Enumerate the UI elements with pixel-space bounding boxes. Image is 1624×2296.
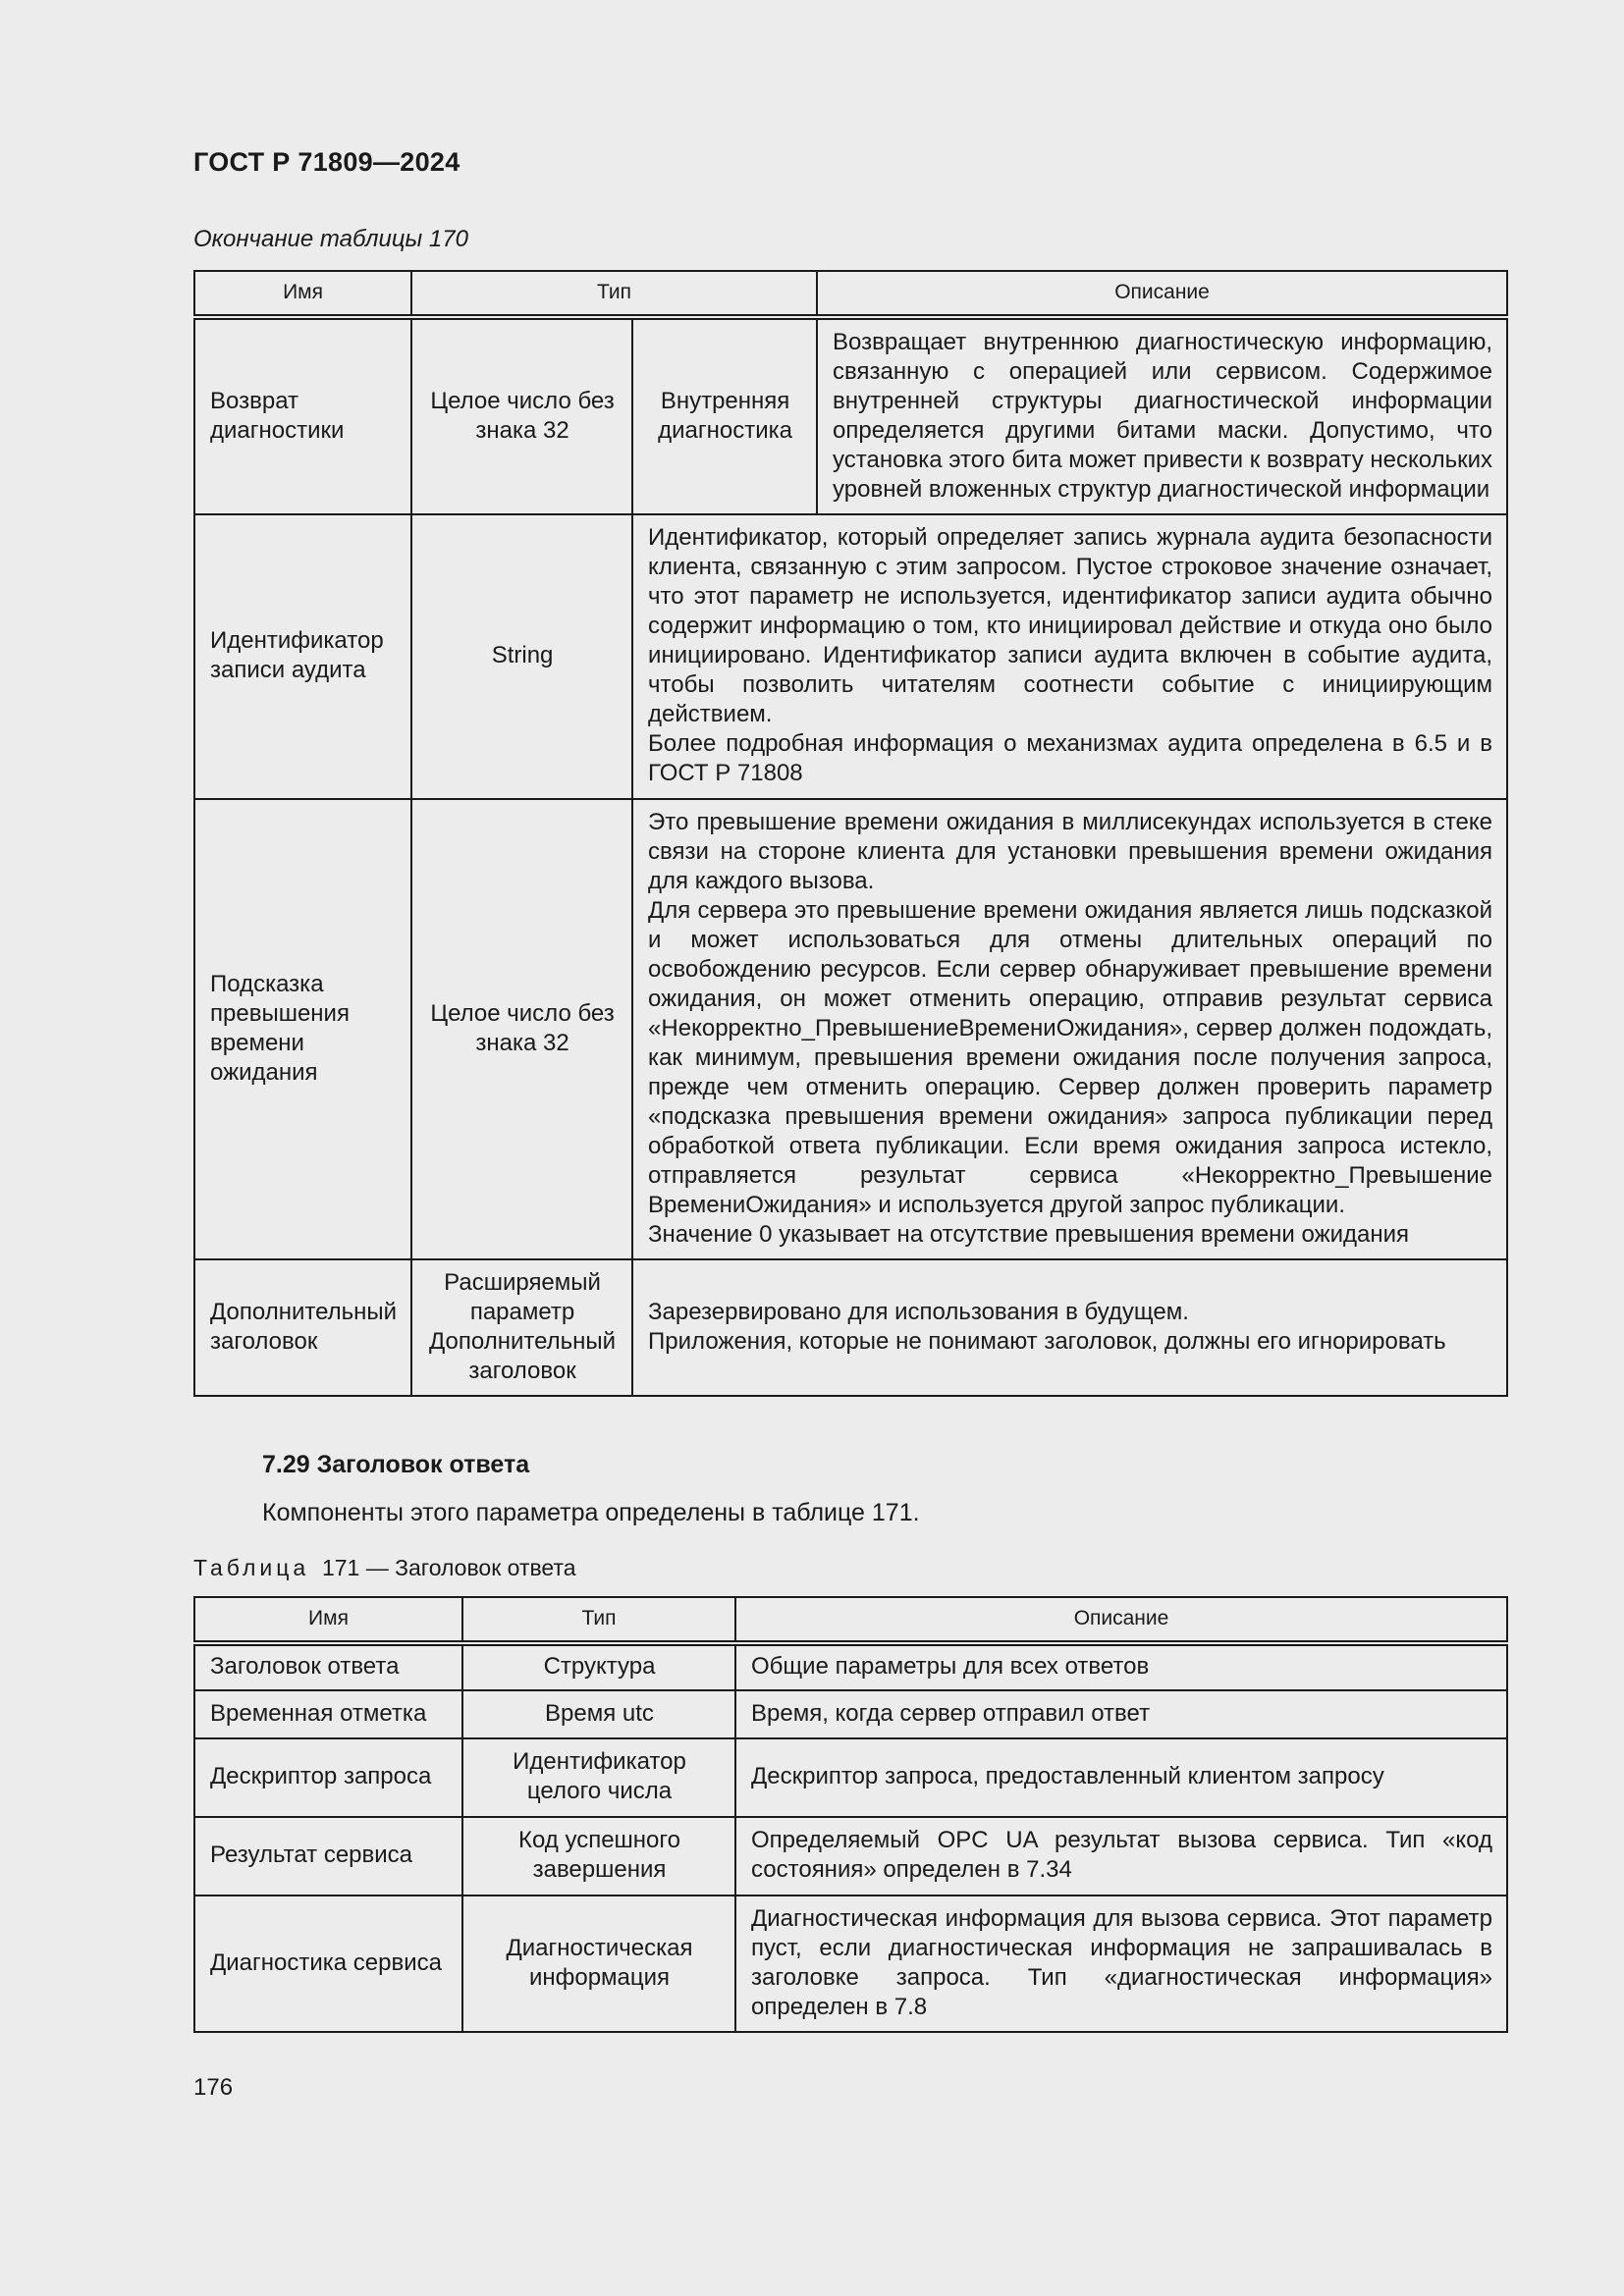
cell-type: Код успешного завершения xyxy=(462,1817,735,1896)
cell-description xyxy=(817,317,1507,514)
cell-name: Возврат диагностики xyxy=(194,317,411,514)
description-paragraph: Приложения, которые не понимают заголовок, должны его игнорировать xyxy=(648,1327,1446,1355)
table-row xyxy=(194,1817,1507,1896)
column-header-description: Описание xyxy=(817,271,1507,317)
cell-type: Время utc xyxy=(462,1690,735,1738)
column-header-name: Имя xyxy=(194,1597,462,1643)
cell-description: Время, когда сервер отправил ответ xyxy=(735,1690,1507,1738)
table-row xyxy=(194,317,1507,514)
column-header-type: Тип xyxy=(411,271,817,317)
cell-type: Идентификатор целого числа xyxy=(462,1738,735,1817)
column-header-type: Тип xyxy=(462,1597,735,1643)
description-paragraph: Возвращает внутреннюю диагностическую информацию, связанную с операцией или сервисом. Содержимое внутренней структуры диагностической информации определяется другими битами маски. Допустимо, что установка этого бита может привести к возврату нескольких уровней вложенных структур диагностической информации xyxy=(833,328,1492,503)
table-170 xyxy=(193,270,1508,1397)
cell-description: Дескриптор запроса, предоставленный клиентом запросу xyxy=(735,1738,1507,1817)
table-row xyxy=(194,1896,1507,2032)
table-row xyxy=(194,1690,1507,1738)
table-row xyxy=(194,1259,1507,1396)
cell-description xyxy=(632,1259,1507,1396)
table-row xyxy=(194,799,1507,1259)
table-header-row xyxy=(194,271,1507,317)
column-header-name: Имя xyxy=(194,271,411,317)
cell-type: Структура xyxy=(462,1643,735,1690)
table-header-row xyxy=(194,1597,1507,1643)
cell-subtype: Внутренняя диагностика xyxy=(632,317,817,514)
cell-type: Расширяемый параметр Дополнительный заголовок xyxy=(411,1259,632,1396)
cell-type: Целое число без знака 32 xyxy=(411,317,632,514)
description-paragraph: Значение 0 указывает на отсутствие превышения времени ожидания xyxy=(648,1220,1410,1248)
cell-description xyxy=(632,514,1507,799)
cell-name: Идентификатор записи аудита xyxy=(194,514,411,799)
cell-name: Подсказка превышения времени ожидания xyxy=(194,799,411,1259)
table-row xyxy=(194,514,1507,799)
cell-description: Определяемый OPC UA результат вызова сервиса. Тип «код состояния» определен в 7.34 xyxy=(735,1817,1507,1896)
caption-prefix: Таблица xyxy=(193,1555,310,1580)
column-header-description: Описание xyxy=(735,1597,1507,1643)
cell-type: Целое число без знака 32 xyxy=(411,799,632,1259)
cell-description: Общие параметры для всех ответов xyxy=(735,1643,1507,1690)
description-paragraph: Идентификатор, который определяет запись журнала аудита безопасности клиента, связанную с этим запросом. Пустое строковое значение означает, что этот параметр не используется, идентификатор записи аудита обычно содержит информацию о том, кто инициировал действие и откуда оно было инициировано. Идентификатор записи аудита включен в событие аудита, чтобы позволить читателям соотнести событие с инициирующим действием. xyxy=(648,524,1492,727)
document-header: ГОСТ Р 71809—2024 xyxy=(193,147,460,177)
cell-type: Диагностическая информация xyxy=(462,1896,735,2032)
cell-name: Результат сервиса xyxy=(194,1817,462,1896)
table-171 xyxy=(193,1596,1508,2033)
cell-name: Дополнительный заголовок xyxy=(194,1259,411,1396)
cell-description: Диагностическая информация для вызова сервиса. Этот параметр пуст, если диагностическая информация не запрашивалась в заголовке запроса. Тип «диагностическая информация» определен в 7.8 xyxy=(735,1896,1507,2032)
description-paragraph: Это превышение времени ожидания в миллисекундах используется в стеке связи на стороне клиента для установки превышения времени ожидания для каждого вызова. xyxy=(648,808,1492,894)
table-171-caption xyxy=(193,1555,576,1581)
cell-description xyxy=(632,799,1507,1259)
table-row xyxy=(194,1643,1507,1690)
cell-type: String xyxy=(411,514,632,799)
description-paragraph: Более подробная информация о механизмах аудита определена в 6.5 и в ГОСТ Р 71808 xyxy=(648,730,1492,786)
cell-name: Диагностика сервиса xyxy=(194,1896,462,2032)
caption-title: 171 — Заголовок ответа xyxy=(321,1555,576,1580)
section-paragraph: Компоненты этого параметра определены в таблице 171. xyxy=(262,1499,920,1526)
page-number: 176 xyxy=(193,2074,234,2101)
table-170-continuation-caption: Окончание таблицы 170 xyxy=(193,226,468,252)
cell-name: Временная отметка xyxy=(194,1690,462,1738)
cell-name: Дескриптор запроса xyxy=(194,1738,462,1817)
table-row xyxy=(194,1738,1507,1817)
section-heading: 7.29 Заголовок ответа xyxy=(262,1451,530,1478)
cell-name: Заголовок ответа xyxy=(194,1643,462,1690)
description-paragraph: Зарезервировано для использования в будущем. xyxy=(648,1298,1189,1325)
description-paragraph: Для сервера это превышение времени ожидания является лишь подсказкой и может использоваться для отмены длительных операций по освобождению ресурсов. Если сервер обнаруживает превышение времени ожидания, он может отменить операцию, отправив результат сервиса «Некорректно_ПревышениеВремениОжидания», сервер должен подождать, как минимум, превышения времени ожидания после получения запроса, прежде чем отменить операцию. Сервер должен проверить параметр «подсказка превышения времени ожидания» запроса публикации перед обработкой ответа публикации. Если время ожидания запроса истекло, отправляется результат сервиса «Некорректно_Превышение ВремениОжидания» и используется другой запрос публикации. xyxy=(648,896,1492,1218)
